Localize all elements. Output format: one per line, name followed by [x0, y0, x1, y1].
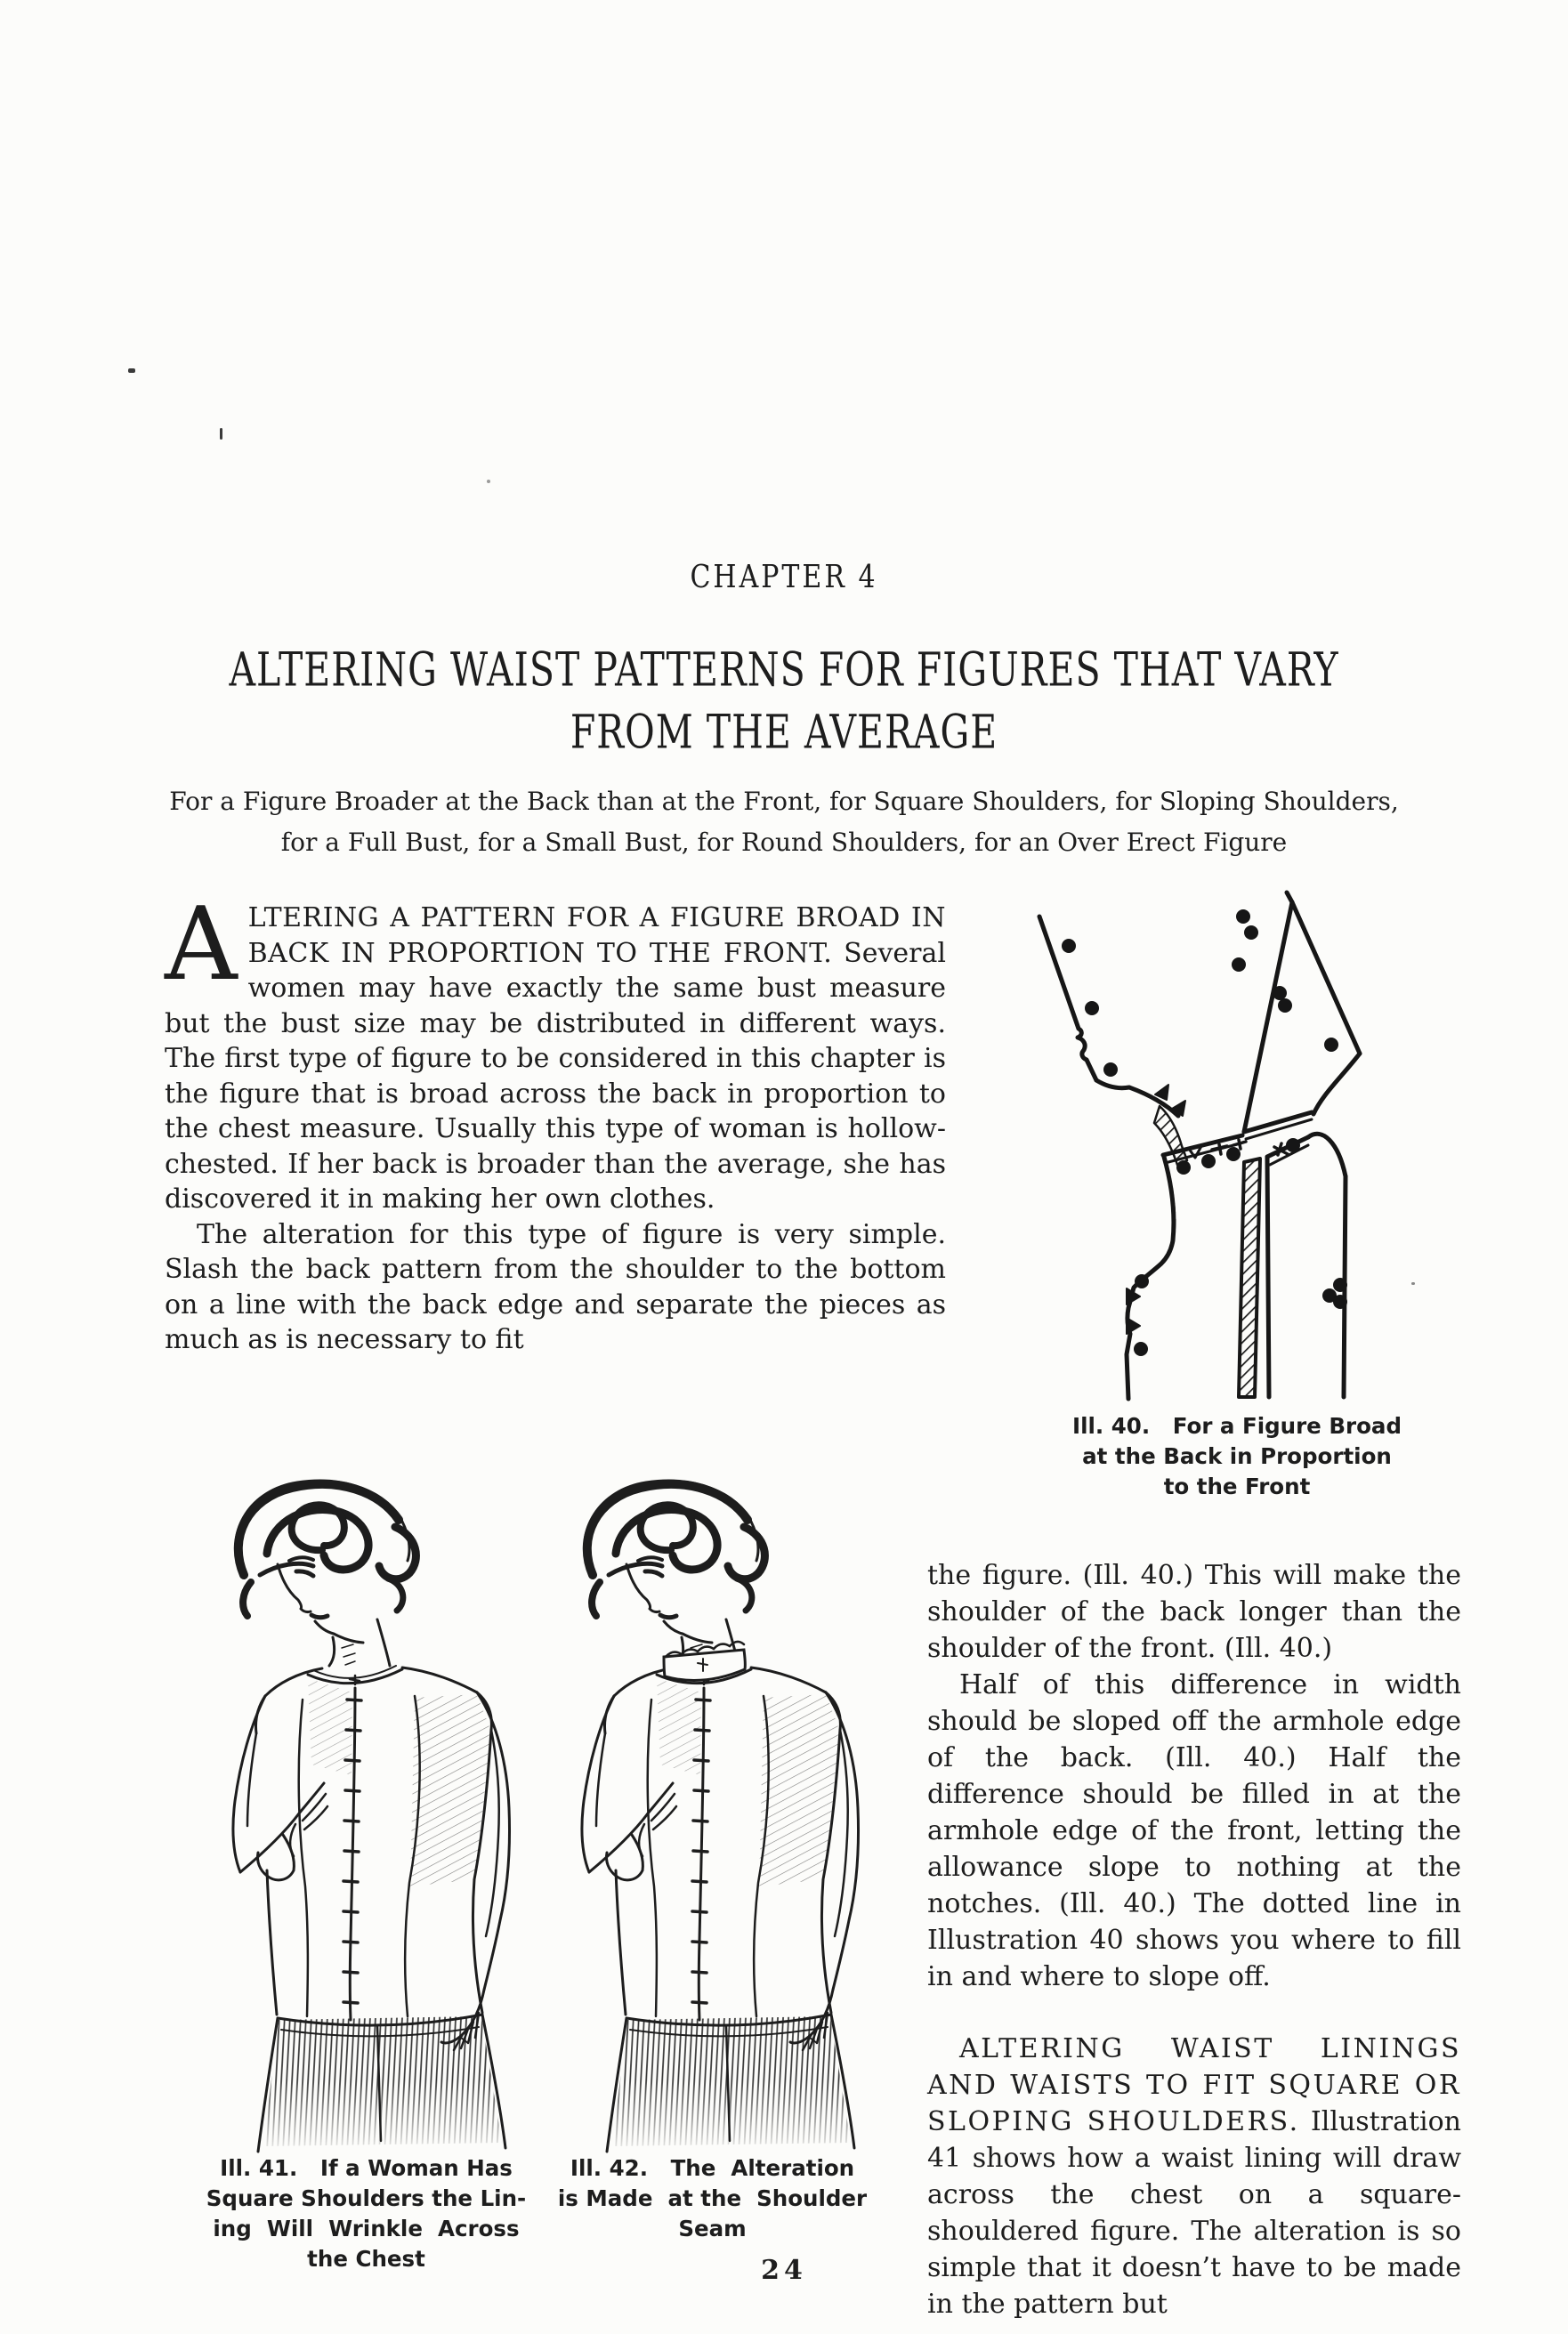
paragraph [927, 1667, 1461, 1995]
page-subtitle-line-1: For a Figure Broader at the Back than at the Front, for Square Shoulders, for Sloping Shoulders, [169, 787, 1399, 816]
paragraph-text: the figure. (Ill. 40.) This will make the shoulder of the back longer than the shoulder of the front. (Ill. 40.) [927, 1560, 1461, 1664]
ill-41-caption: Ill. 41. If a Woman Has Square Shoulders the Lin- ing Will Wrinkle Across the Chest [206, 2155, 527, 2272]
paragraph [927, 1557, 1461, 1667]
right-column [927, 1557, 1461, 2322]
page-title-line-1: ALTERING WAIST PATTERNS FOR FIGURES THAT VARY [229, 642, 1339, 698]
page-title-line-2: FROM THE AVERAGE [570, 705, 998, 760]
chapter-heading: CHAPTER 4 [690, 559, 878, 596]
paragraph-lead-caps: LTERING A PATTERN FOR A FIGURE BROAD IN BACK IN PROPORTION TO THE FRONT. [247, 902, 946, 969]
paragraph-text: Illustration 41 shows how a waist lining will draw across the chest on a square-shouldered figure. The alteration is so simple that it doesn’t have to be made in the pattern but [927, 2106, 1461, 2320]
section-heading: ALTERING WAIST LININGS AND WAISTS TO FIT SQUARE OR SLOPING SHOULDERS. [927, 2033, 1461, 2137]
scan-artifact [220, 428, 222, 440]
paragraph-text: The alteration for this type of figure is very simple. Slash the back pattern from the shoulder to the bottom on a line with the back edge and separate the pieces as much as is necessary to fit [165, 1218, 946, 1355]
paragraph [165, 1217, 946, 1358]
woman-figure-ill-41 [233, 1481, 518, 2155]
page-subtitle-line-2: for a Full Bust, for a Small Bust, for Round Shoulders, for an Over Erect Figure [280, 828, 1288, 857]
ill-40-caption: Ill. 40. For a Figure Broad at the Back in Proportion to the Front [1072, 1413, 1402, 1499]
page-number: 24 [761, 2255, 807, 2286]
paragraph-text: Half of this difference in width should be sloped off the armhole edge of the back. (Ill. 40.) Half the difference should be filled in at the armhole edge of the front, letting the allowance slope to nothing at the notches. (Ill. 40.) The dotted line in Illustration 40 shows you where to fill in and where to slope off. [927, 1669, 1461, 1992]
woman-figure-ill-42 [582, 1481, 867, 2155]
women-illustration-ill-41-42 [189, 1468, 896, 2155]
drop-cap: A [165, 885, 238, 1003]
scan-artifact [128, 368, 135, 373]
ill-42-caption: Ill. 42. The Alteration is Made at the Shoulder Seam [557, 2155, 868, 2241]
scan-artifact [487, 480, 490, 483]
left-column [165, 885, 946, 1358]
paragraph-text: Several women may have exactly the same bust measure but the bust size may be distributed in different ways. The first type of figure to be considered in this chapter is the figure that is broad across the back in proportion to the chest measure. Usually this type of woman is hollow-chested. If her back is broader than the average, she has discovered it in making her own clothes. [165, 937, 946, 1215]
paragraph [165, 885, 946, 1217]
pattern-diagram-ill-40 [1014, 890, 1477, 1424]
